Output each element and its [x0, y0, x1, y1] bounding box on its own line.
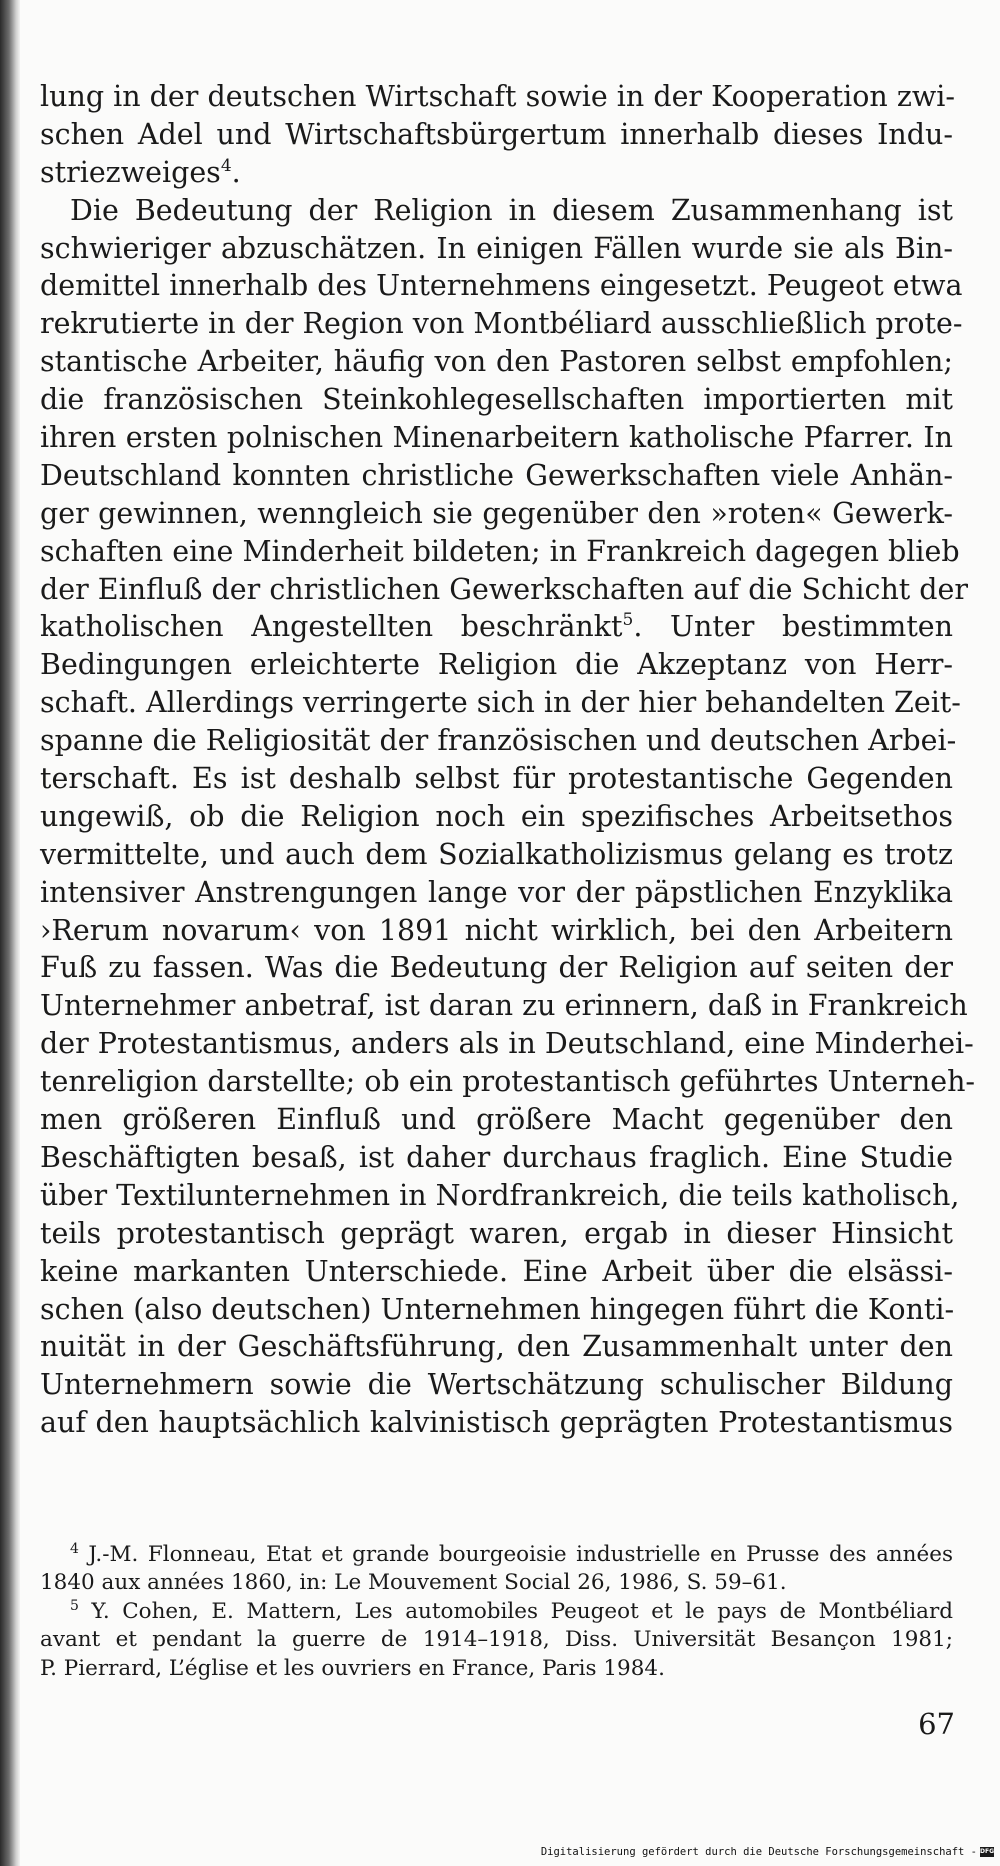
text-line: schaften eine Minderheit bildeten; in Frankreich dagegen blieb	[40, 534, 960, 568]
footnote-text: P. Pierrard, L’église et les ouvriers en France, Paris 1984.	[40, 1655, 665, 1681]
digitization-credit	[541, 1846, 994, 1858]
text-line: ›Rerum novarum‹ von 1891 nicht wirklich, bei den Arbeitern	[40, 913, 953, 947]
text-line: Unternehmer anbetraf, ist daran zu erinnern, daß in Frankreich	[40, 989, 968, 1023]
text-line: vermittelte, und auch dem Sozialkatholizismus gelang es trotz	[40, 837, 953, 871]
text-line: Bedingungen erleichterte Religion die Akzeptanz von Herr-	[40, 648, 953, 682]
footnote-text: Y. Cohen, E. Mattern, Les automobiles Peugeot et le pays de Montbéliard	[78, 1598, 953, 1624]
text-line: schaft. Allerdings verringerte sich in der hier behandelten Zeit-	[40, 686, 961, 720]
text-segment: . Unter bestimmten	[633, 610, 953, 644]
footnotes	[40, 1541, 953, 1683]
text-line: auf den hauptsächlich kalvinistisch geprägten Protestantismus	[40, 1406, 953, 1440]
text-line: schen (also deutschen) Unternehmen hingegen führt die Konti-	[40, 1292, 955, 1326]
text-line: demittel innerhalb des Unternehmens eingesetzt. Peugeot etwa	[40, 269, 963, 303]
credit-text: Digitalisierung gefördert durch die Deutsche Forschungsgemeinschaft -	[540, 1846, 977, 1858]
text-line: tenreligion darstellte; ob ein protestantisch geführtes Unterneh-	[40, 1065, 976, 1099]
footnote-4	[40, 1541, 953, 1569]
text-line: teils protestantisch geprägt waren, ergab in dieser Hinsicht	[40, 1216, 953, 1250]
book-spine-shadow	[0, 0, 20, 1866]
text-line: Beschäftigten besaß, ist daher durchaus fraglich. Eine Studie	[40, 1140, 953, 1174]
text-line: über Textilunternehmen in Nordfrankreich, die teils katholisch,	[40, 1178, 960, 1212]
text-line: terschaft. Es ist deshalb selbst für protestantische Gegenden	[40, 762, 953, 796]
text-line: keine markanten Unterschiede. Eine Arbeit über die elsässi-	[40, 1254, 953, 1288]
footnote-text: avant et pendant la guerre de 1914–1918, Diss. Universität Besançon 1981;	[40, 1627, 953, 1653]
text-line: die französischen Steinkohlegesellschaften importierten mit	[40, 383, 953, 417]
footnote-marker: 4	[70, 1541, 79, 1557]
footnote-reference[interactable]: 4	[220, 155, 232, 176]
text-line: nuität in der Geschäftsführung, den Zusammenhalt unter den	[40, 1330, 953, 1364]
text-line: stantische Arbeiter, häufig von den Pastoren selbst empfohlen;	[40, 345, 953, 379]
text-line: spanne die Religiosität der französischen und deutschen Arbei-	[40, 724, 957, 758]
dfg-logo-icon: DFG	[980, 1848, 995, 1855]
paragraph-first-line: Die Bedeutung der Religion in diesem Zusammenhang ist	[70, 193, 953, 227]
page-number: 67	[918, 1707, 955, 1741]
text-line	[40, 154, 953, 192]
text-line: lung in der deutschen Wirtschaft sowie in der Kooperation zwi-	[40, 80, 955, 113]
text-line: schwieriger abzuschätzen. In einigen Fällen wurde sie als Bin-	[40, 231, 953, 265]
footnote-text: J.-M. Flonneau, Etat et grande bourgeoisie industrielle en Prusse des années	[78, 1542, 953, 1567]
text-line	[40, 608, 953, 646]
text-line: Deutschland konnten christliche Gewerkschaften viele Anhän-	[40, 458, 953, 492]
text-segment: .	[231, 155, 241, 189]
text-line: ungewiß, ob die Religion noch ein spezifisches Arbeitsethos	[40, 799, 953, 833]
text-line: Unternehmern sowie die Wertschätzung schulischer Bildung	[40, 1368, 953, 1402]
text-line: men größeren Einfluß und größere Macht gegenüber den	[40, 1103, 953, 1137]
text-line: der Protestantismus, anders als in Deutschland, eine Minderhei-	[40, 1027, 974, 1061]
text-line: Fuß zu fassen. Was die Bedeutung der Religion auf seiten der	[40, 951, 953, 985]
text-line: intensiver Anstrengungen lange vor der päpstlichen Enzyklika	[40, 875, 953, 909]
text-line: ger gewinnen, wenngleich sie gegenüber den »roten« Gewerk-	[40, 496, 953, 530]
footnote-reference[interactable]: 5	[622, 610, 634, 631]
text-line: der Einfluß der christlichen Gewerkschaften auf die Schicht der	[40, 572, 969, 606]
text-line: rekrutierte in der Region von Montbéliard ausschließlich prote-	[40, 307, 963, 341]
body-text	[40, 78, 976, 1442]
text-line: schen Adel und Wirtschaftsbürgertum innerhalb dieses Indu-	[40, 117, 953, 151]
footnote-marker: 5	[70, 1597, 79, 1614]
text-line: ihren ersten polnischen Minenarbeitern katholische Pfarrer. In	[40, 421, 953, 455]
footnote-5	[40, 1598, 953, 1626]
text-segment: striezweiges	[40, 155, 221, 189]
text-segment: katholischen Angestellten beschränkt	[40, 610, 623, 644]
footnote-text: 1840 aux années 1860, in: Le Mouvement Social 26, 1986, S. 59–61.	[40, 1570, 787, 1596]
